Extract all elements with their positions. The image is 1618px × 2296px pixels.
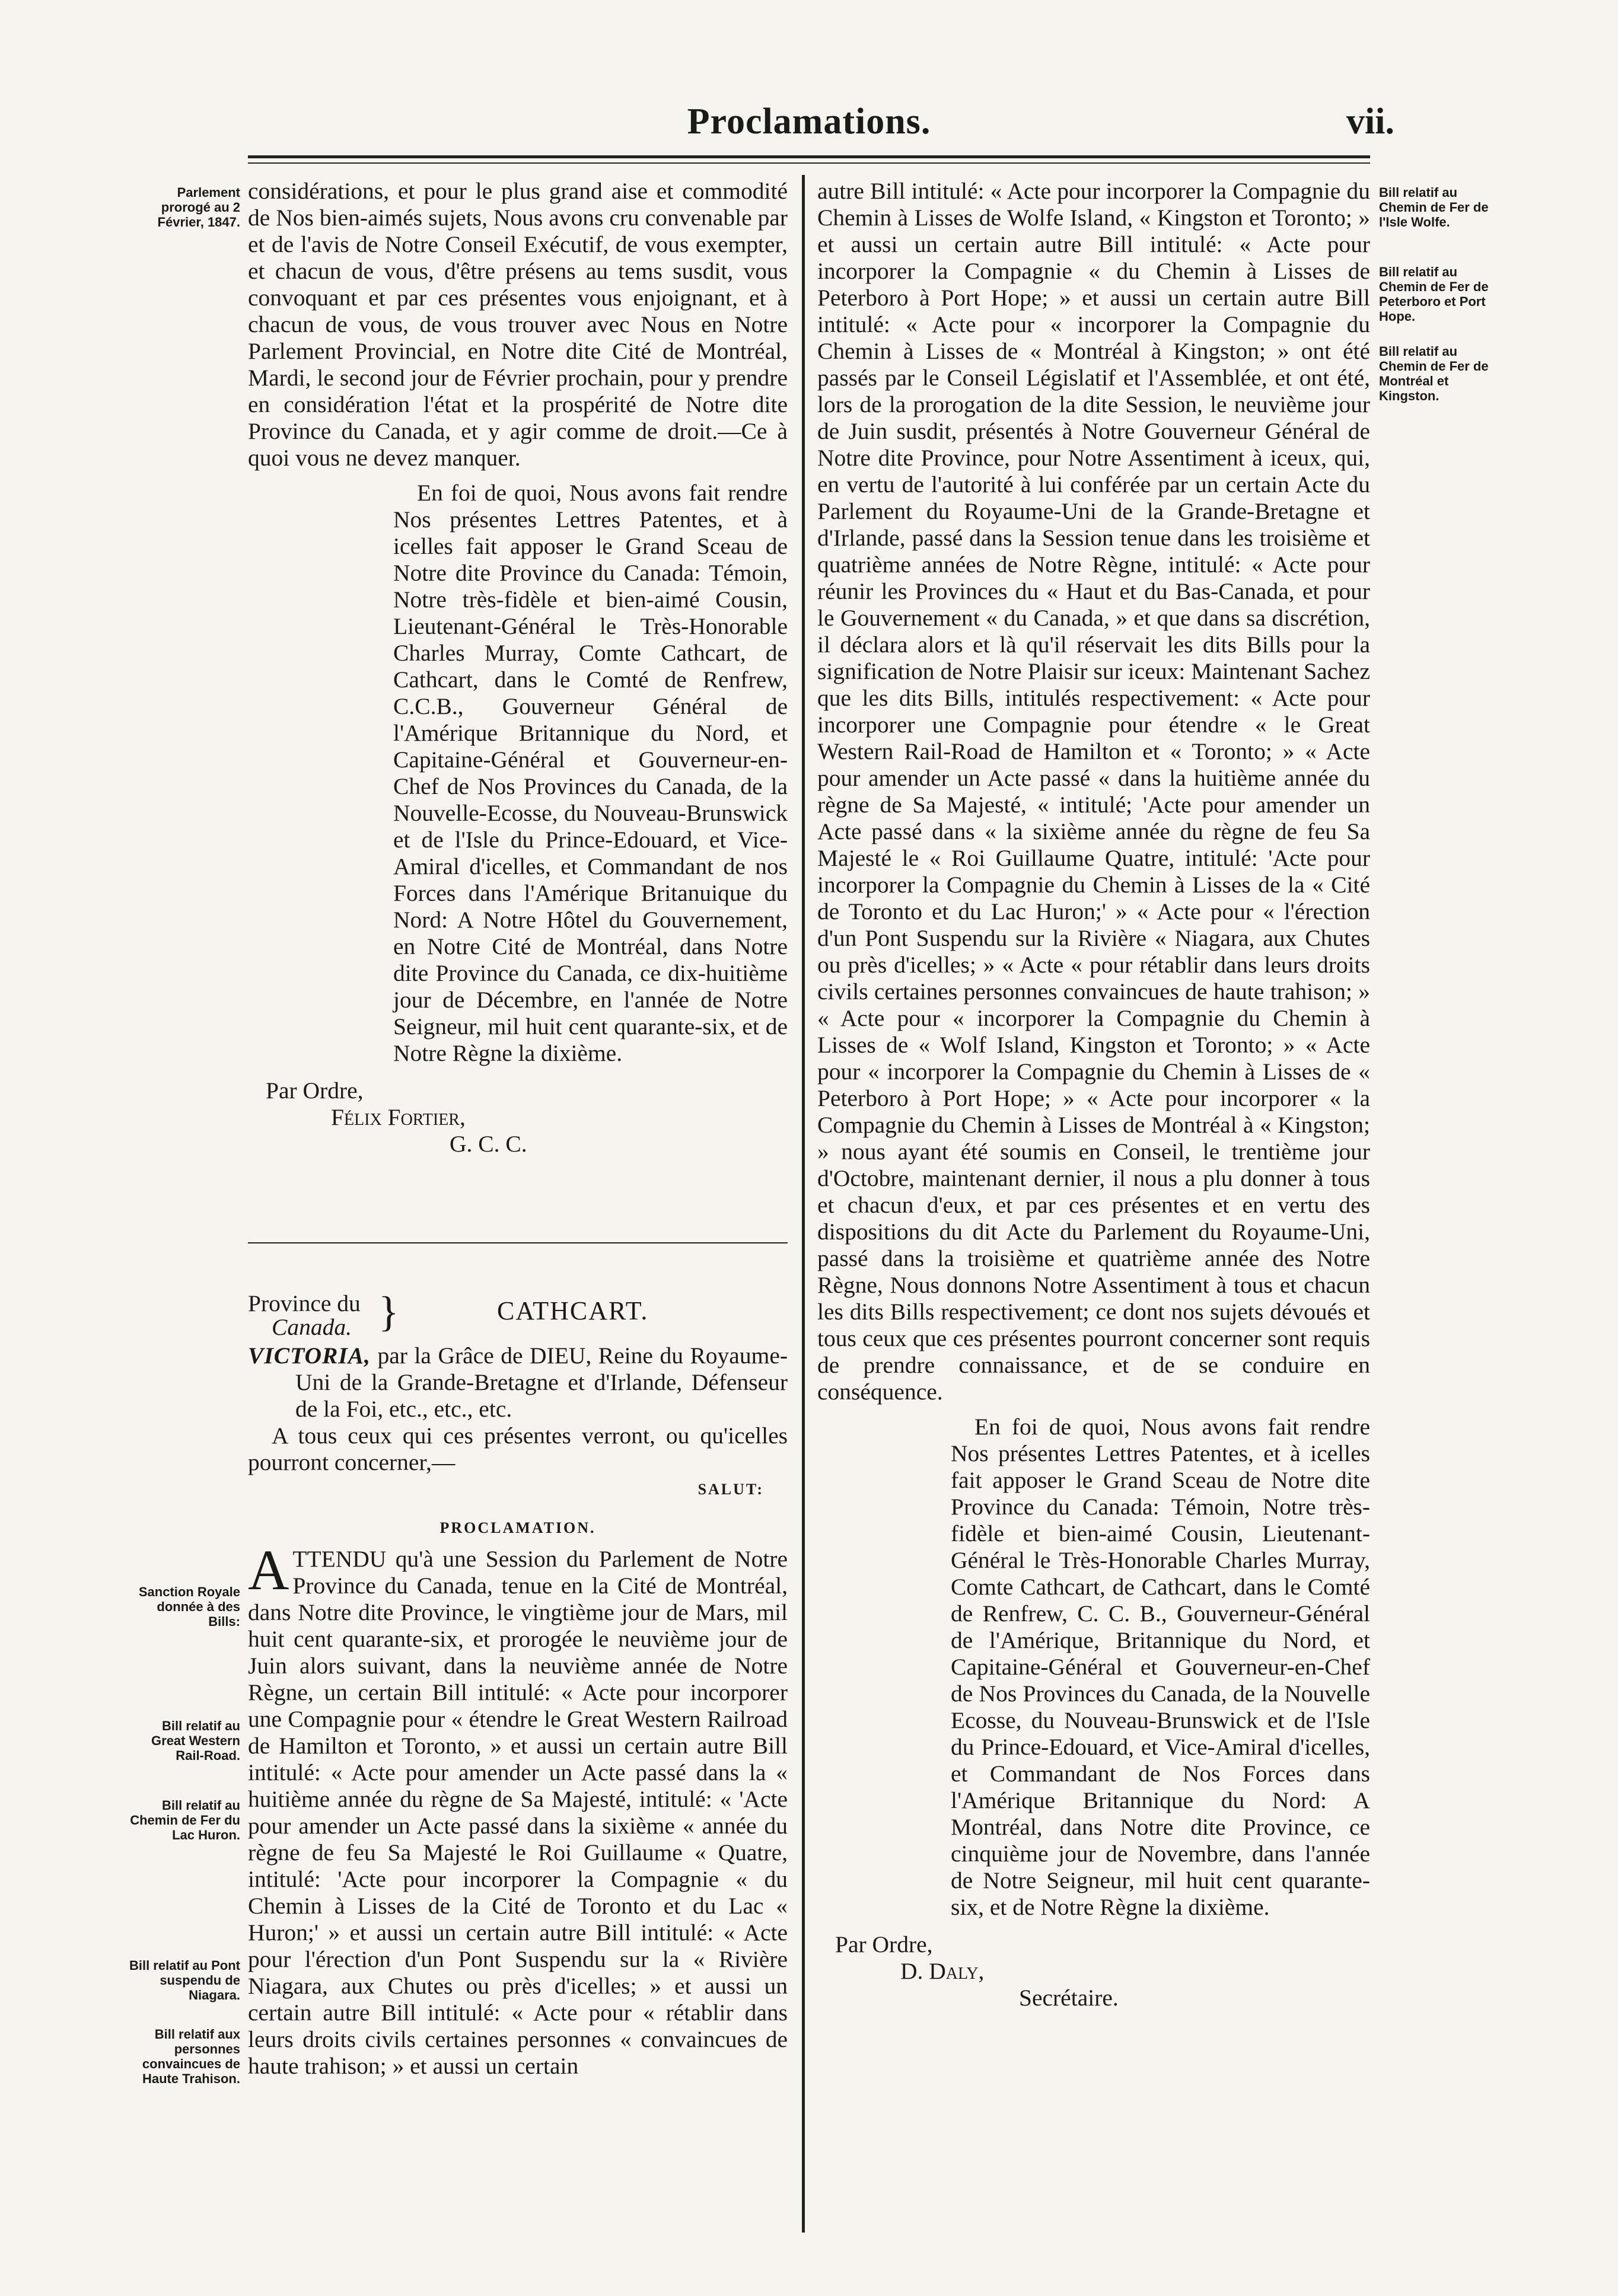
right-paragraph-1: autre Bill intitulé: « Acte pour incorporer la Compagnie du Chemin à Lisses de Wolfe Island, « Kingston et Toronto; » et aussi un certain autre Bill intitulé: « Acte pour incorporer la Compagnie « du Chemin à Lisses de Peterboro à Port Hope; » et aussi un certain autre Bill intitulé: « Acte pour « incorporer la Compagnie du Chemin à Lisses de « Montréal à Kingston; » ont été passés par le Conseil Législatif et l'Assemblée, et ont été, lors de la prorogation de la dite Session, le neuvième jour de Juin susdit, présentés à Notre Gouverneur Général de Notre dite Province, pour Notre Assentiment à iceux, qui, en vertu de l'autorité à lui conférée par un certain Acte du Parlement du Royaume-Uni de la Grande-Bretagne et d'Irlande, passé dans la Session tenue dans les troisième et quatrième années de Notre Règne, intitulé: « Acte pour réunir les Provinces du « Haut et du Bas-Canada, et pour le Gouvernement « du Canada, » et que dans sa discrétion, il déclara alors et là qu'il réservait les dits Bills pour la signification de Notre Plaisir sur iceux: Maintenant Sachez que les dits Bills, intitulés respectivement: « Acte pour incorporer une Compagnie pour étendre « le Great Western Rail-Road de Hamilton et « Toronto; » « Acte pour amender un Acte passé « dans la huitième année du règne de Sa Majesté, « intitulé; 'Acte pour amender un Acte passé dans « la sixième année du règne de feu Sa Majesté le « Roi Guillaume Quatre, intitulé: 'Acte pour incorporer la Compagnie du Chemin à Lisses de la « Cité de Toronto et du Lac Huron;' » « Acte pour « l'érection d'un Pont Suspendu sur la Rivière « Niagara, aux Chutes ou près d'icelles; » « Acte « pour rétablir dans leurs droits civils certaines personnes convaincues de haute trahison; » « Acte pour « incorporer la Compagnie du Chemin à Lisses de « Wolf Island, Kingston et Toronto; » « Acte pour « incorporer la Compagnie du Chemin à Lisses de « Peterboro à Port Hope; » « Acte pour incorporer « la Compagnie du Chemin à Lisses de Montréal à « Kingston; » nous ayant été soumis en Conseil, le trentième jour d'Octobre, maintenant dernier, il nous a plu donner à tous et chacun d'eux, et par ces présentes et en vertu des dispositions du dit Acte du Parlement du Royaume-Uni, passé dans la troisième et quatrième année des Notre Règne, Nous donnons Notre Assentiment à tous et chacun les dits Bills respectivement; ce dont nos sujets dévoués et tous ceux que ces présentes pourront concerner sont requis de prendre connaissance, et de se conduire en conséquence. bbox=[817, 178, 1370, 1405]
header-rule-thin bbox=[248, 162, 1370, 164]
province-line-1: Province du bbox=[248, 1290, 361, 1316]
left-signer-title: G. C. C. bbox=[450, 1131, 527, 1157]
province-line-2: Canada. bbox=[272, 1314, 352, 1340]
margin-note-peterboro: Bill relatif au Chemin de Fer de Peterboro et Port Hope. bbox=[1379, 264, 1489, 324]
running-header-title: Proclamations. bbox=[687, 101, 931, 142]
address-line: A tous ceux qui ces présentes verront, ou qu'icelles pourront concerner,— bbox=[248, 1423, 788, 1475]
margin-note-royal-sanction: Sanction Royale donnée à des Bills: bbox=[138, 1584, 240, 1629]
victoria-name: VICTORIA, bbox=[248, 1342, 371, 1369]
province-block bbox=[248, 1288, 788, 1340]
victoria-title bbox=[248, 1342, 788, 1423]
margin-note-high-treason: Bill relatif aux personnes convaincues de Haute Trahison. bbox=[142, 2027, 240, 2086]
right-by-order: Par Ordre, bbox=[835, 1931, 933, 1957]
margin-note-great-western: Bill relatif au Great Western Rail-Road. bbox=[151, 1718, 240, 1763]
governor-name: CATHCART. bbox=[497, 1296, 649, 1325]
left-attestation: En foi de quoi, Nous avons fait rendre Nos présentes Lettres Patentes, et à icelles fait apposer le Grand Sceau de Notre dite Province du Canada: Témoin, Notre très-fidèle et bien-aimé Cousin, Lieutenant-Général le Très-Honorable Charles Murray, Comte Cathcart, de Cathcart, dans le Comté de Renfrew, C.C.B., Gouverneur Général de l'Amérique Britannique du Nord, et Capitaine-Général et Gouverneur-en-Chef de Nos Provinces du Canada, de la Nouvelle-Ecosse, du Nouveau-Brunswick et de l'Isle du Prince-Edouard, et Vice-Amiral d'icelles, et Commandant de nos Forces dans l'Amérique Britanuique du Nord: A Notre Hôtel du Gouvernement, en Notre Cité de Montréal, dans Notre dite Province du Canada, ce dix-huitième jour de Décembre, en l'année de Notre Seigneur, mil huit cent quarante-six, et de Notre Règne la dixième. bbox=[393, 480, 788, 1066]
header-rule-thick bbox=[248, 155, 1370, 158]
column-divider bbox=[802, 175, 805, 2233]
page-number: vii. bbox=[1346, 101, 1394, 142]
left-signer: Félix Fortier, bbox=[331, 1104, 466, 1130]
right-column bbox=[817, 178, 1370, 2011]
drop-cap: A bbox=[248, 1538, 289, 1602]
victoria-text: par la Grâce de DIEU, Reine du Royaume-Uni de la Grande-Bretagne et d'Irlande, Défenseur de la Foi, etc., etc., etc. bbox=[295, 1342, 788, 1422]
left-paragraph-2-text: TTENDU qu'à une Session du Parlement de Notre Province du Canada, tenue en la Cité de Montréal, dans Notre dite Province, le vingtième jour de Mars, mil huit cent quarante-six, et prorogée le neuvième jour de Juin alors suivant, dans la neuvième année de Notre Règne, un certain Bill intitulé: « Acte pour incorporer une Compagnie pour « étendre le Great Western Railroad de Hamilton et Toronto, » et aussi un certain autre Bill intitulé: « Acte pour amender un Acte passé dans la « huitième année du règne de Sa Majesté, intitulé: « 'Acte pour amender un Acte passé dans la sixième « année du règne de feu Sa Majesté le Roi Guillaume « Quatre, intitulé: 'Acte pour incorporer la Compagnie « du Chemin à Lisses de la Cité de Toronto et du Lac « Huron;' » et aussi un certain autre Bill intitulé: « Acte pour l'érection d'un Pont Suspendu sur la « Rivière Niagara, aux Chutes ou près d'icelles; » et aussi un certain autre Bill intitulé: « Acte pour « rétablir dans leurs droits civils certaines personnes « convaincues de haute trahison; » et aussi un certain bbox=[248, 1546, 788, 2079]
left-paragraph-2 bbox=[248, 1538, 788, 2080]
salut: SALUT: bbox=[697, 1481, 764, 1498]
margin-note-montreal-kingston: Bill relatif au Chemin de Fer de Montréal et Kingston. bbox=[1379, 344, 1489, 403]
proclamation-heading: PROCLAMATION. bbox=[439, 1519, 596, 1536]
left-column bbox=[248, 178, 788, 2080]
margin-note-prorogation: Parlement prorogé au 2 Février, 1847. bbox=[157, 185, 240, 229]
margin-note-lac-huron: Bill relatif au Chemin de Fer du Lac Huron. bbox=[130, 1798, 240, 1842]
right-attestation: En foi de quoi, Nous avons fait rendre Nos présentes Lettres Patentes, et à icelles fait apposer le Grand Sceau de Notre dite Province du Canada: Témoin, Notre très-fidèle et bien-aimé Cousin, Lieutenant-Général le Très-Honorable Charles Murray, Comte Cathcart, de Cathcart, dans le Comté de Renfrew, C. C. B., Gouverneur-Général de l'Amérique, Britannique du Nord, et Capitaine-Général et Gouverneur-en-Chef de Nos Provinces du Canada, de la Nouvelle Ecosse, du Nouveau-Brunswick et de l'Isle du Prince-Edouard, et Vice-Amiral d'icelles, et Commandant de Nos Forces dans l'Amérique Britannique du Nord: A Montréal, dans Notre dite Province, ce cinquième jour de Novembre, dans l'année de Notre Seigneur, mil huit cent quarante-six, et de Notre Règne la dixième. bbox=[951, 1414, 1370, 1920]
right-signer: D. Daly, bbox=[900, 1958, 985, 1984]
right-signer-title: Secrétaire. bbox=[1019, 1985, 1119, 2011]
margin-note-niagara: Bill relatif au Pont suspendu de Niagara. bbox=[129, 1958, 240, 2002]
left-paragraph-1: considérations, et pour le plus grand aise et commodité de Nos bien-aimés sujets, Nous avons cru convenable par et de l'avis de Notre Conseil Exécutif, de vous exempter, et chacun de vous, d'être présens au tems susdit, vous convoquant et par ces présentes vous enjoignant, et à chacun de vous, de vous trouver avec Nous en Notre Parlement Provincial, en Notre dite Cité de Montréal, Mardi, le second jour de Février prochain, pour y prendre en considération l'état et la prospérité de Notre dite Province du Canada, et y agir comme de droit.—Ce à quoi vous ne devez manquer. bbox=[248, 178, 788, 471]
margin-note-wolfe-island: Bill relatif au Chemin de Fer de l'Isle Wolfe. bbox=[1379, 185, 1489, 229]
left-by-order: Par Ordre, bbox=[266, 1077, 364, 1104]
brace-icon: } bbox=[378, 1288, 399, 1335]
